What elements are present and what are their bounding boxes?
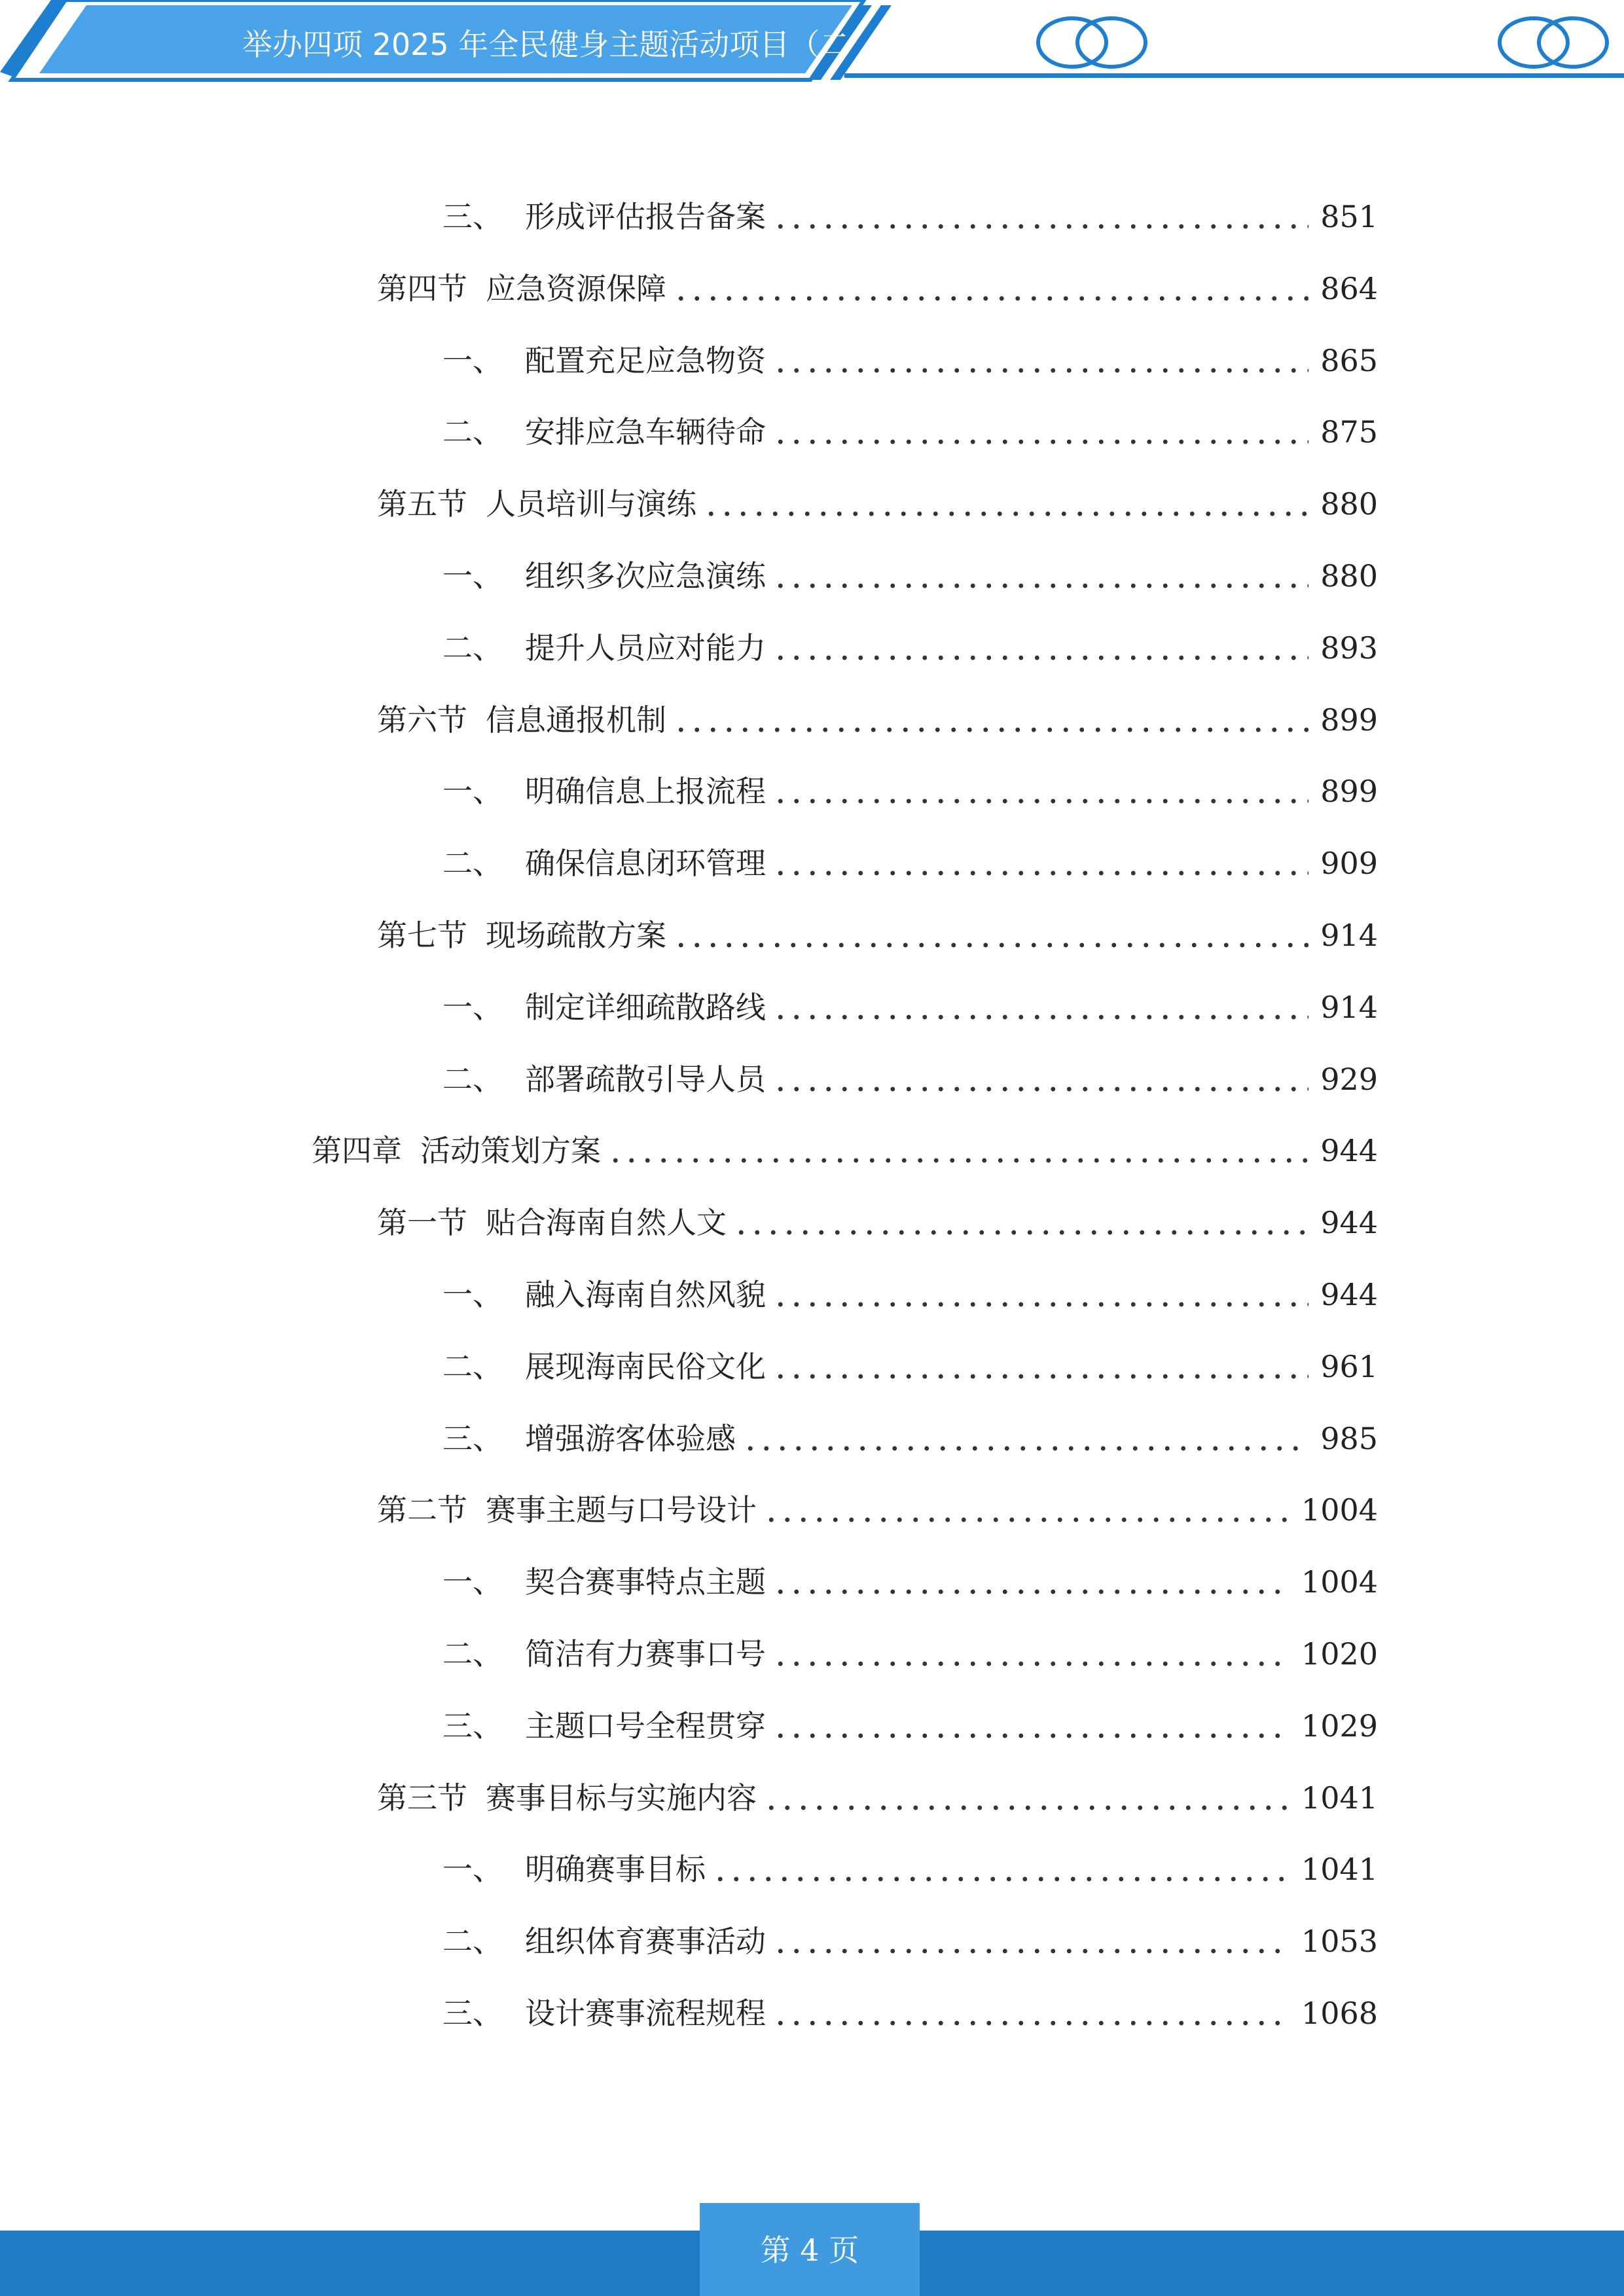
toc-entry[interactable]: [442, 1846, 1378, 1892]
toc-entry-number: 一、: [442, 774, 503, 809]
toc-dot-leader: [772, 409, 1308, 455]
toc-entry[interactable]: [442, 409, 1378, 455]
toc-entry-title: 制定详细疏散路线: [525, 990, 766, 1025]
toc-dot-leader: [742, 1416, 1308, 1462]
toc-entry-number: 一、: [442, 990, 503, 1025]
toc-entry[interactable]: [442, 625, 1378, 671]
page-number: 第 4 页: [760, 2233, 859, 2268]
toc-entry-title: 安排应急车辆待命: [525, 414, 766, 450]
toc-entry-title: 信息通报机制: [486, 702, 666, 738]
toc-entry-title: 简洁有力赛事口号: [525, 1636, 766, 1672]
toc-entry-number: 一、: [442, 558, 503, 594]
toc-entry[interactable]: [442, 768, 1378, 814]
toc-entry-number: 第三节: [377, 1780, 467, 1816]
toc-entry-number: 一、: [442, 1564, 503, 1600]
toc-entry-number: 一、: [442, 1277, 503, 1312]
toc-entry[interactable]: [377, 1775, 1378, 1821]
toc-entry-page: 899: [1320, 702, 1378, 738]
toc-entry-page: 880: [1320, 486, 1378, 522]
toc-entry[interactable]: [442, 1990, 1378, 2036]
toc-dot-leader: [673, 697, 1308, 743]
toc-entry-page: 1053: [1301, 1924, 1378, 1959]
toc-entry-number: 一、: [442, 1852, 503, 1887]
interlocked-rings-icon: [1034, 14, 1149, 71]
toc-entry-page: 864: [1320, 271, 1378, 306]
toc-dot-leader: [772, 1056, 1308, 1102]
toc-entry-number: 三、: [442, 1996, 503, 2031]
toc-entry[interactable]: [442, 338, 1378, 384]
toc-dot-leader: [703, 481, 1308, 527]
toc-entry-title: 设计赛事流程规程: [525, 1996, 766, 2031]
toc-entry[interactable]: [442, 1703, 1378, 1749]
toc-entry[interactable]: [442, 1056, 1378, 1102]
toc-entry-title: 贴合海南自然人文: [486, 1205, 727, 1240]
toc-dot-leader: [772, 1272, 1308, 1318]
toc-entry-title: 明确信息上报流程: [525, 774, 766, 809]
toc-entry-title: 人员培训与演练: [486, 486, 696, 522]
toc-dot-leader: [673, 266, 1308, 312]
toc-entry-number: 三、: [442, 1421, 503, 1456]
toc-entry-page: 1041: [1301, 1780, 1378, 1816]
toc-entry[interactable]: [377, 266, 1378, 312]
toc-entry-title: 确保信息闭环管理: [525, 846, 766, 881]
toc-dot-leader: [733, 1200, 1308, 1246]
toc-dot-leader: [772, 1703, 1290, 1749]
toc-entry-page: 851: [1320, 199, 1378, 234]
toc-entry-number: 二、: [442, 630, 503, 666]
toc-entry[interactable]: [377, 1487, 1378, 1533]
toc-entry-page: 880: [1320, 558, 1378, 594]
toc-entry-title: 融入海南自然风貌: [525, 1277, 766, 1312]
toc-entry-title: 活动策划方案: [420, 1133, 601, 1168]
toc-entry[interactable]: [442, 553, 1378, 599]
toc-entry-number: 第七节: [377, 918, 467, 953]
toc-entry-page: 899: [1320, 774, 1378, 809]
toc-dot-leader: [772, 625, 1308, 671]
header-title: 举办四项 2025 年全民健身主题活动项目（二: [242, 27, 850, 62]
toc-entry-title: 明确赛事目标: [525, 1852, 706, 1887]
toc-entry[interactable]: [442, 984, 1378, 1030]
toc-dot-leader: [772, 553, 1308, 599]
toc-dot-leader: [772, 1918, 1290, 1964]
toc-entry-page: 1020: [1301, 1636, 1378, 1672]
toc-entry[interactable]: [442, 194, 1378, 240]
toc-entry-page: 914: [1320, 990, 1378, 1025]
toc-entry-number: 二、: [442, 1062, 503, 1097]
toc-entry-number: 二、: [442, 1349, 503, 1384]
toc-dot-leader: [763, 1487, 1290, 1533]
toc-entry-number: 三、: [442, 1708, 503, 1744]
toc-entry-number: 第四章: [312, 1133, 402, 1168]
toc-entry[interactable]: [377, 1200, 1378, 1246]
toc-entry-page: 985: [1320, 1421, 1378, 1456]
toc-dot-leader: [772, 1559, 1290, 1605]
toc-entry-title: 提升人员应对能力: [525, 630, 766, 666]
toc-entry-number: 二、: [442, 1924, 503, 1959]
toc-entry[interactable]: [442, 1416, 1378, 1462]
toc-dot-leader: [772, 768, 1308, 814]
toc-dot-leader: [712, 1846, 1290, 1892]
toc-entry-page: 944: [1320, 1133, 1378, 1168]
toc-entry-page: 1029: [1301, 1708, 1378, 1744]
toc-entry-number: 二、: [442, 846, 503, 881]
toc-entry-page: 909: [1320, 846, 1378, 881]
toc-entry-number: 二、: [442, 1636, 503, 1672]
toc-entry-title: 主题口号全程贯穿: [525, 1708, 766, 1744]
toc-entry-number: 第六节: [377, 702, 467, 738]
toc-dot-leader: [772, 984, 1308, 1030]
toc-entry-title: 展现海南民俗文化: [525, 1349, 766, 1384]
toc-entry-title: 配置充足应急物资: [525, 343, 766, 378]
toc-entry-number: 三、: [442, 199, 503, 234]
toc-dot-leader: [772, 1990, 1290, 2036]
toc-entry[interactable]: [312, 1128, 1378, 1174]
toc-dot-leader: [772, 1344, 1308, 1390]
toc-dot-leader: [772, 194, 1308, 240]
toc-entry-number: 第二节: [377, 1492, 467, 1528]
toc-entry-title: 契合赛事特点主题: [525, 1564, 766, 1600]
toc-entry-title: 形成评估报告备案: [525, 199, 766, 234]
toc-entry-page: 1004: [1301, 1492, 1378, 1528]
toc-dot-leader: [772, 840, 1308, 886]
toc-entry-number: 第一节: [377, 1205, 467, 1240]
toc-entry-page: 893: [1320, 630, 1378, 666]
toc-entry-page: 1004: [1301, 1564, 1378, 1600]
toc-entry-title: 部署疏散引导人员: [525, 1062, 766, 1097]
toc-entry-title: 组织多次应急演练: [525, 558, 766, 594]
toc-entry[interactable]: [377, 912, 1378, 958]
toc-entry[interactable]: [377, 697, 1378, 743]
toc-entry[interactable]: [442, 1559, 1378, 1605]
toc-entry-title: 现场疏散方案: [486, 918, 666, 953]
toc-entry-page: 944: [1320, 1205, 1378, 1240]
toc-dot-leader: [772, 1631, 1290, 1677]
toc-entry-number: 二、: [442, 414, 503, 450]
interlocked-rings-icon: [1496, 14, 1611, 71]
toc-entry[interactable]: [377, 481, 1378, 527]
toc-dot-leader: [673, 912, 1308, 958]
toc-entry[interactable]: [442, 1272, 1378, 1318]
toc-entry-number: 第四节: [377, 271, 467, 306]
page-header: [0, 0, 1624, 85]
toc-entry-title: 应急资源保障: [486, 271, 666, 306]
toc-entry[interactable]: [442, 1631, 1378, 1677]
toc-entry-page: 1041: [1301, 1852, 1378, 1887]
toc-entry-number: 一、: [442, 343, 503, 378]
toc-entry-page: 875: [1320, 414, 1378, 450]
toc-dot-leader: [763, 1775, 1290, 1821]
toc-entry-title: 组织体育赛事活动: [525, 1924, 766, 1959]
toc-entry-number: 第五节: [377, 486, 467, 522]
toc-entry-page: 1068: [1301, 1996, 1378, 2031]
toc-entry-page: 944: [1320, 1277, 1378, 1312]
toc-dot-leader: [607, 1128, 1308, 1174]
toc-dot-leader: [772, 338, 1308, 384]
toc-entry-page: 865: [1320, 343, 1378, 378]
toc-entry[interactable]: [442, 1918, 1378, 1964]
toc-entry-title: 增强游客体验感: [525, 1421, 736, 1456]
toc-entry-page: 929: [1320, 1062, 1378, 1097]
toc-entry-page: 961: [1320, 1349, 1378, 1384]
toc-entry[interactable]: [442, 1344, 1378, 1390]
toc-entry-title: 赛事主题与口号设计: [486, 1492, 757, 1528]
toc-entry-page: 914: [1320, 918, 1378, 953]
toc-entry[interactable]: [442, 840, 1378, 886]
toc-entry-title: 赛事目标与实施内容: [486, 1780, 757, 1816]
